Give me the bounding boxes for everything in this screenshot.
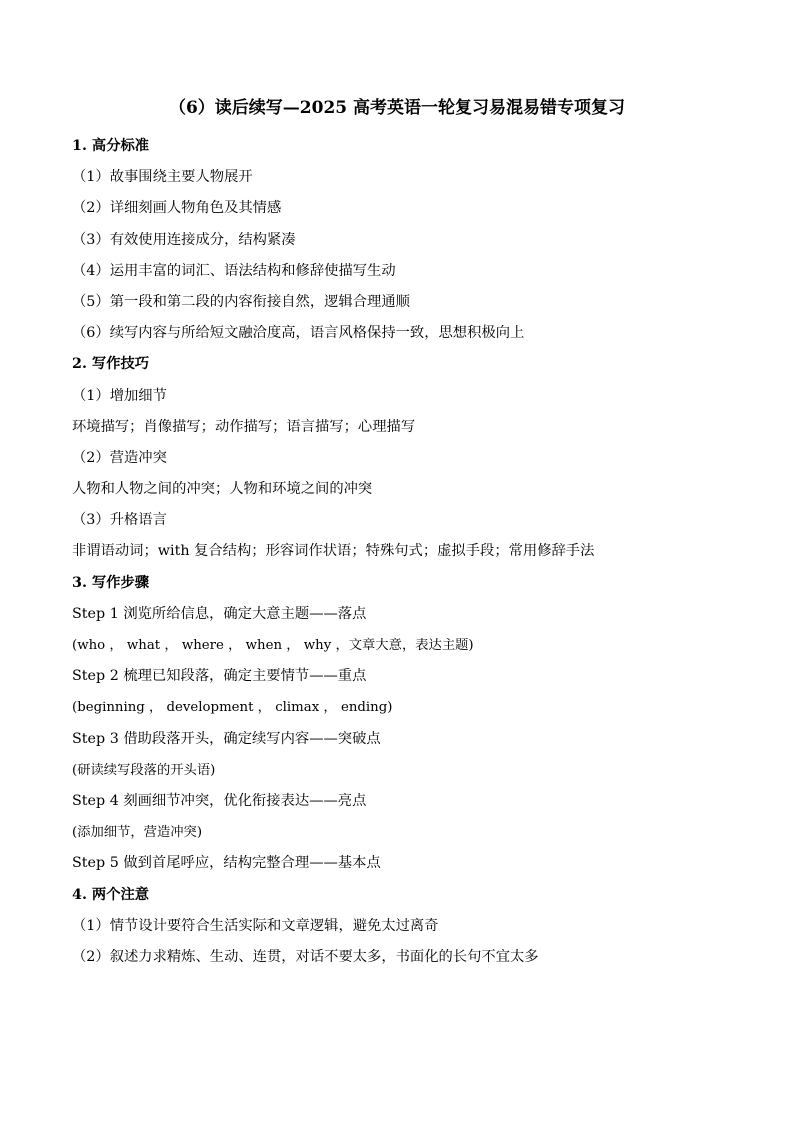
step-note: (研读续写段落的开头语) (72, 762, 216, 778)
section-heading-techniques: 2. 写作技巧 (72, 356, 150, 373)
section-heading-steps: 3. 写作步骤 (72, 574, 150, 591)
step-line: Step 4 刻画细节冲突，优化衔接表达——亮点 (72, 792, 367, 809)
step-line: Step 2 梳理已知段落，确定主要情节——重点 (72, 668, 367, 685)
standard-item: （4）运用丰富的词汇、语法结构和修辞使描写生动 (72, 262, 396, 279)
standard-item: （3）有效使用连接成分，结构紧凑 (72, 231, 296, 248)
step-note: (添加细节，营造冲突) (72, 825, 203, 841)
step-note: (who ， what ， where ， when ， why ，文章大意，表达主题) (72, 638, 474, 653)
step-line: Step 5 做到首尾呼应，结构完整合理——基本点 (72, 855, 381, 872)
document-title: （6）读后续写—2025 高考英语一轮复习易混易错专项复习 (168, 98, 626, 118)
technique-subheading: （3）升格语言 (72, 512, 167, 529)
document-body (72, 131, 732, 973)
standard-item: （5）第一段和第二段的内容衔接自然，逻辑合理通顺 (72, 293, 410, 310)
technique-detail: 非谓语动词；with 复合结构；形容词作状语；特殊句式；虚拟手段；常用修辞手法 (72, 543, 595, 560)
standard-item: （6）续写内容与所给短文融洽度高，语言风格保持一致，思想积极向上 (72, 325, 525, 342)
technique-detail: 环境描写；肖像描写；动作描写；语言描写；心理描写 (72, 418, 416, 435)
technique-subheading: （2）营造冲突 (72, 449, 167, 466)
standard-item: （1）故事围绕主要人物展开 (72, 169, 253, 186)
section-heading-standards: 1. 高分标准 (72, 138, 150, 154)
step-line: Step 1 浏览所给信息，确定大意主题——落点 (72, 605, 367, 622)
section-heading-cautions: 4. 两个注意 (72, 886, 150, 903)
standard-item: （2）详细刻画人物角色及其情感 (72, 200, 282, 217)
step-note: (beginning ， development ， climax ， ending) (72, 700, 393, 716)
technique-detail: 人物和人物之间的冲突；人物和环境之间的冲突 (72, 481, 373, 498)
caution-item: （1）情节设计要符合生活实际和文章逻辑，避免太过离奇 (72, 917, 439, 934)
technique-subheading: （1）增加细节 (72, 387, 167, 404)
step-line: Step 3 借助段落开头，确定续写内容——突破点 (72, 730, 381, 747)
caution-item: （2）叙述力求精炼、生动、连贯，对话不要太多，书面化的长句不宜太多 (72, 948, 539, 965)
